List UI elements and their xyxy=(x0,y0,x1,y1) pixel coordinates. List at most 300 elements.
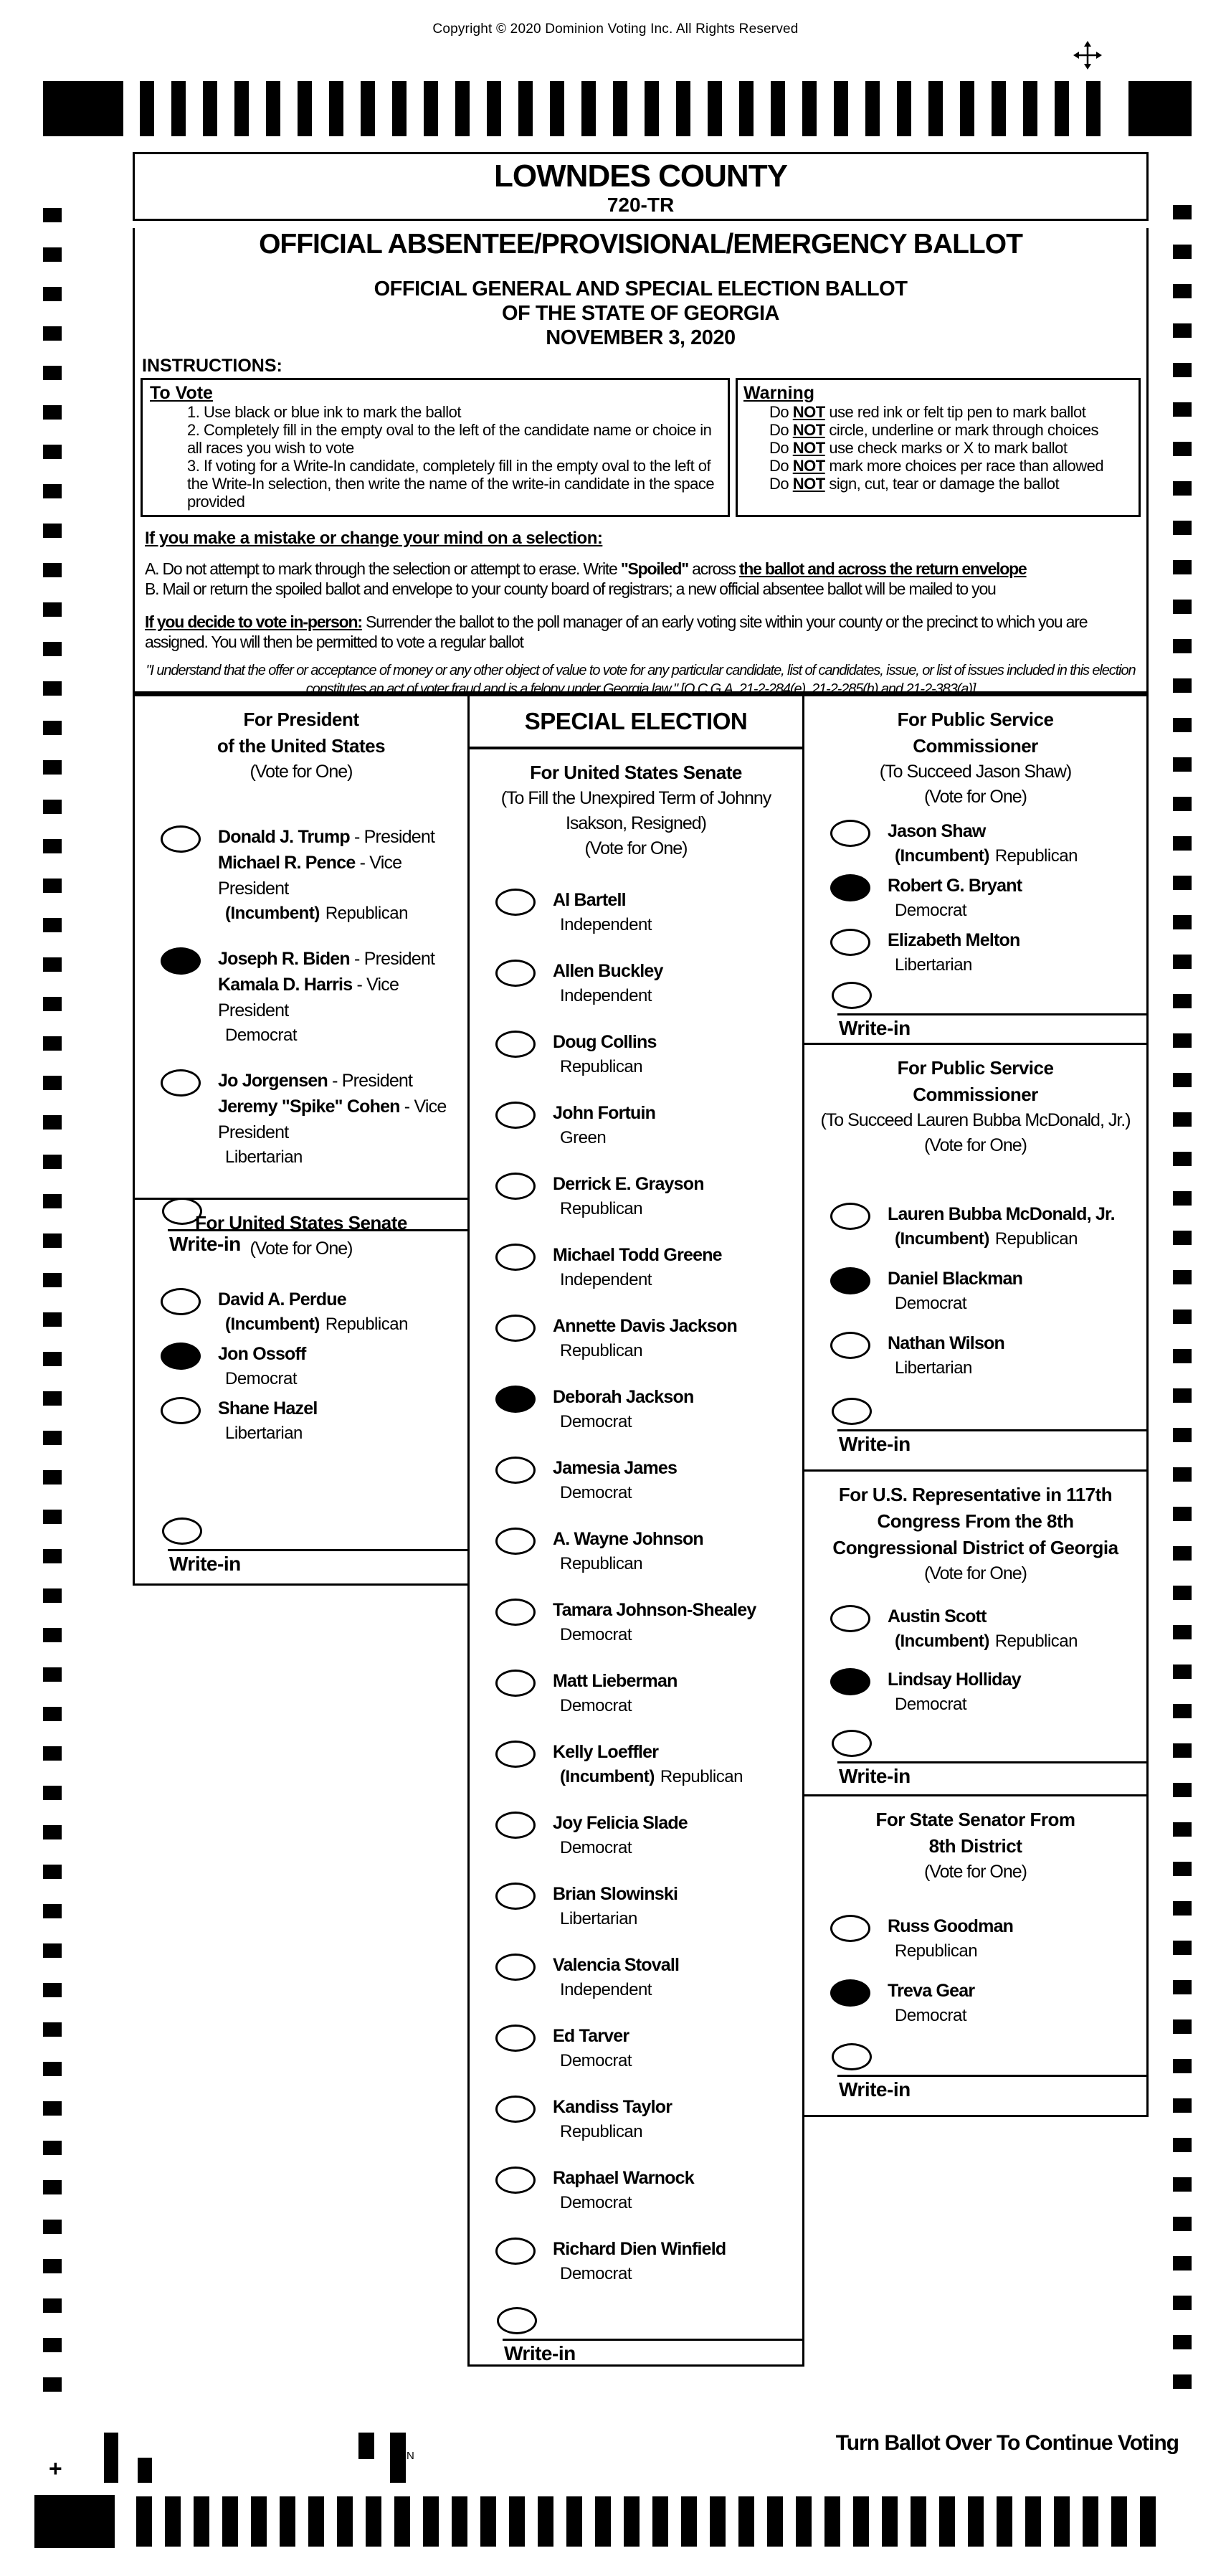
candidate-party xyxy=(553,1623,756,1647)
selection-oval[interactable] xyxy=(495,2025,536,2052)
candidate-row xyxy=(804,1201,1146,1251)
candidate-name-lines xyxy=(888,1667,1021,1692)
candidate-name: Donald J. Trump xyxy=(218,827,350,847)
candidate-party xyxy=(888,1292,1022,1316)
candidate-party xyxy=(888,953,1020,977)
candidate-name: Robert G. Bryant xyxy=(888,876,1022,896)
warning-item: Do NOT mark more choices per race than allowed xyxy=(769,457,1104,475)
party-name: Republican xyxy=(895,1941,978,1961)
candidate-name-lines xyxy=(888,1201,1115,1227)
candidate-party xyxy=(553,1552,703,1576)
candidate-name-line xyxy=(553,1810,688,1836)
candidate-name-line xyxy=(553,2023,632,2049)
middle-contests xyxy=(467,747,804,2367)
candidate-name: Jamesia James xyxy=(553,1458,678,1478)
candidate-name: Allen Buckley xyxy=(553,961,663,981)
candidate-text xyxy=(553,1242,722,1292)
party-name: Republican xyxy=(994,846,1078,866)
write-in-row xyxy=(804,1398,1146,1457)
contest-notes xyxy=(470,786,802,861)
candidate-list xyxy=(804,1913,1146,2028)
party-name: Republican xyxy=(560,2122,643,2141)
candidate-name-line xyxy=(553,1597,756,1623)
candidate-name-line xyxy=(888,1266,1022,1292)
candidate-name-lines xyxy=(553,887,652,913)
selection-oval[interactable] xyxy=(495,1031,536,1058)
candidate-name: Richard Dien Winfield xyxy=(553,2239,726,2259)
candidate-row xyxy=(135,1287,467,1337)
candidate-name-lines xyxy=(553,1455,677,1481)
selection-oval[interactable] xyxy=(830,929,870,956)
candidate-party xyxy=(553,1907,678,1931)
contest-note-line: Isakson, Resigned) xyxy=(565,813,706,833)
candidate-text xyxy=(553,1455,677,1505)
write-in-label: Write-in xyxy=(839,1017,911,1039)
candidate-name-line xyxy=(553,1526,703,1552)
selection-oval[interactable] xyxy=(495,1883,536,1910)
contest-title-line: For United States Senate xyxy=(530,762,742,783)
candidate-name-line xyxy=(553,2236,726,2262)
voter-fraud-notice: "I understand that the offer or acceptance of money or any other object of value to vote for any particular candidate, list of candidates, issue, or list of issues included in this election constitutes an act of voter fraud and is a felony under Georgia law." [O.C.G.A. 21-2-284(e), 21-2-285(h) and 21-2-383(a)] xyxy=(146,663,1136,697)
candidate-party xyxy=(553,2191,694,2215)
candidate-party xyxy=(553,2120,672,2144)
contest-note-line: (Vote for One) xyxy=(249,1239,353,1259)
timing-block-left xyxy=(43,81,123,136)
mistake-heading: If you make a mistake or change your mind on a selection: xyxy=(145,529,603,548)
candidate-name-lines xyxy=(553,1526,703,1552)
candidate-list xyxy=(804,818,1146,977)
selection-oval[interactable] xyxy=(495,2096,536,2123)
candidate-row xyxy=(470,1384,802,1434)
party-name: Democrat xyxy=(560,1625,632,1644)
contest-title xyxy=(804,1806,1146,1860)
write-in-row xyxy=(804,982,1146,1041)
mistake-item-a: A. Do not attempt to mark through the selection or attempt to erase. Write "Spoiled" across the ballot and across the return envelope xyxy=(145,559,1027,578)
candidate-row xyxy=(470,1952,802,2002)
selection-oval[interactable] xyxy=(495,1244,536,1271)
candidate-name-lines xyxy=(553,1739,743,1765)
candidate-name-line xyxy=(888,927,1020,953)
candidate-name-line xyxy=(553,2165,694,2191)
title-and-instructions xyxy=(133,228,1149,697)
candidate-text xyxy=(218,946,467,1048)
candidate-name-lines xyxy=(553,1100,655,1126)
candidate-text xyxy=(553,1029,657,1079)
candidate-office-suffix: - President xyxy=(327,1071,413,1091)
candidate-name-line xyxy=(888,1604,1078,1629)
party-name: Democrat xyxy=(560,2193,632,2212)
candidate-name: Derrick E. Grayson xyxy=(553,1174,704,1194)
warning-item: Do NOT circle, underline or mark through choices xyxy=(769,421,1098,439)
contest-title xyxy=(804,1482,1146,1561)
timing-block-right xyxy=(1128,81,1192,136)
candidate-list xyxy=(135,824,467,1170)
candidate-party xyxy=(553,1481,677,1505)
selection-oval[interactable] xyxy=(830,1332,870,1359)
party-name: Republican xyxy=(560,1057,643,1076)
candidate-name-line xyxy=(553,887,652,913)
mistake-item-b: B. Mail or return the spoiled ballot and envelope to your county board of registrars; a new official absentee ballot will be mailed to you xyxy=(145,579,996,598)
candidate-list xyxy=(470,887,802,2286)
candidate-text xyxy=(218,1287,408,1337)
candidate-name-lines xyxy=(888,1330,1004,1356)
candidate-name: Daniel Blackman xyxy=(888,1269,1023,1289)
candidate-name-lines xyxy=(553,1810,688,1836)
candidate-name: Michael R. Pence xyxy=(218,853,356,873)
selection-oval[interactable] xyxy=(830,1203,870,1230)
registration-bar-2 xyxy=(138,2458,152,2483)
candidate-text xyxy=(553,1881,678,1931)
contest-title-line: For State Senator From xyxy=(875,1809,1075,1830)
selection-oval[interactable] xyxy=(495,1386,536,1413)
candidate-name-line xyxy=(888,818,1078,844)
candidate-party xyxy=(553,1694,678,1718)
candidate-row xyxy=(470,1171,802,1221)
contest-note-line: (Vote for One) xyxy=(584,838,688,858)
contest-title xyxy=(135,706,467,759)
left-contests xyxy=(133,694,470,1586)
selection-oval[interactable] xyxy=(495,1102,536,1129)
incumbent-tag: (Incumbent) xyxy=(560,1767,655,1786)
candidate-text xyxy=(888,1604,1078,1654)
write-in-label: Write-in xyxy=(169,1553,241,1575)
candidate-party xyxy=(888,1227,1115,1251)
party-name: Libertarian xyxy=(895,1358,972,1378)
candidate-row xyxy=(804,818,1146,868)
candidate-party xyxy=(553,2262,726,2286)
party-name: Democrat xyxy=(560,1838,632,1857)
candidate-text xyxy=(553,1171,704,1221)
right-contests xyxy=(802,694,1149,2117)
write-in-oval[interactable] xyxy=(832,1398,872,1425)
candidate-name-line xyxy=(553,1242,722,1268)
candidate-name: Jeremy "Spike" Cohen xyxy=(218,1097,400,1117)
party-name: Democrat xyxy=(560,1412,632,1431)
selection-oval[interactable] xyxy=(495,1812,536,1839)
candidate-row xyxy=(135,824,467,926)
party-name: Libertarian xyxy=(225,1147,303,1167)
turn-ballot-over-notice: Turn Ballot Over To Continue Voting xyxy=(835,2431,1179,2455)
candidate-name-line xyxy=(553,1100,655,1126)
selection-oval[interactable] xyxy=(830,874,870,901)
candidate-text xyxy=(553,1739,743,1789)
warning-item: Do NOT sign, cut, tear or damage the ballot xyxy=(769,475,1060,493)
column-right xyxy=(802,694,1149,2117)
contest xyxy=(802,1469,1149,1796)
contest-note-line: (Vote for One) xyxy=(923,1563,1027,1583)
candidate-party xyxy=(218,1421,317,1446)
candidate-name: Tamara Johnson-Shealey xyxy=(553,1600,756,1620)
contest-notes xyxy=(804,1561,1146,1586)
candidate-name: Elizabeth Melton xyxy=(888,930,1020,950)
vote-in-person-note: If you decide to vote in-person: Surrender the ballot to the poll manager of an early voting site within your county or the precinct to which you are assigned. You will then be permitted to vote a regular ballot xyxy=(145,612,1088,651)
candidate-row xyxy=(470,1739,802,1789)
candidate-list xyxy=(804,1604,1146,1717)
party-name: Independent xyxy=(560,1980,652,1999)
candidate-party xyxy=(553,1978,679,2002)
candidate-name-lines xyxy=(553,1952,679,1978)
candidate-name: Joseph R. Biden xyxy=(218,949,350,969)
candidate-name: David A. Perdue xyxy=(218,1289,346,1310)
selection-oval[interactable] xyxy=(495,1954,536,1981)
contest xyxy=(802,1043,1149,1472)
candidate-party xyxy=(553,1765,743,1789)
contest-title-line: For Public Service xyxy=(897,1057,1054,1079)
warning-item: Do NOT use check marks or X to mark ballot xyxy=(769,439,1068,457)
candidate-name-lines xyxy=(553,2165,694,2191)
selection-oval[interactable] xyxy=(830,1605,870,1632)
candidate-name-line xyxy=(553,1881,678,1907)
candidate-name: Jason Shaw xyxy=(888,821,986,841)
contest-note-line: (Vote for One) xyxy=(923,787,1027,807)
candidate-party xyxy=(888,2004,974,2028)
write-in-oval[interactable] xyxy=(832,2043,872,2070)
candidate-party xyxy=(218,1023,467,1048)
candidate-row xyxy=(470,1881,802,1931)
candidate-name-lines xyxy=(553,1881,678,1907)
candidate-name-line xyxy=(218,1287,408,1312)
selection-oval[interactable] xyxy=(161,1397,201,1424)
candidate-name-line xyxy=(553,1313,737,1339)
party-name: Democrat xyxy=(560,1483,632,1502)
warning-box xyxy=(736,378,1141,517)
selection-oval[interactable] xyxy=(495,2167,536,2194)
write-in-oval[interactable] xyxy=(162,1517,202,1545)
registration-bar-3 xyxy=(358,2433,374,2459)
candidate-row xyxy=(470,2165,802,2215)
candidate-row xyxy=(470,2023,802,2073)
contest-title-line: For U.S. Representative in 117th xyxy=(838,1484,1113,1505)
selection-oval[interactable] xyxy=(830,1979,870,2007)
contest-title-line: Congressional District of Georgia xyxy=(832,1537,1118,1558)
party-name: Republican xyxy=(560,1554,643,1573)
timing-bars xyxy=(140,81,1111,136)
candidate-name-lines xyxy=(553,958,663,984)
candidate-party xyxy=(553,2049,632,2073)
candidate-party xyxy=(553,1339,737,1363)
candidate-name-lines xyxy=(888,1266,1022,1292)
selection-oval[interactable] xyxy=(161,947,201,975)
incumbent-tag: (Incumbent) xyxy=(895,1632,989,1651)
write-in-row xyxy=(804,1730,1146,1789)
candidate-name-line xyxy=(218,1094,467,1145)
selection-oval[interactable] xyxy=(495,1528,536,1555)
selection-oval[interactable] xyxy=(495,1599,536,1626)
selection-oval[interactable] xyxy=(830,820,870,847)
write-in-oval[interactable] xyxy=(832,982,872,1009)
candidate-name: Michael Todd Greene xyxy=(553,1245,722,1265)
candidate-name-lines xyxy=(553,1029,657,1055)
election-title-line: OFFICIAL GENERAL AND SPECIAL ELECTION BALLOT xyxy=(374,278,908,300)
party-name: Republican xyxy=(325,904,408,923)
candidate-name: Kamala D. Harris xyxy=(218,975,353,995)
selection-oval[interactable] xyxy=(830,1267,870,1294)
candidate-name-lines xyxy=(553,1171,704,1197)
to-vote-title: To Vote xyxy=(150,383,213,403)
candidate-row xyxy=(804,1667,1146,1717)
candidate-name: Valencia Stovall xyxy=(553,1955,680,1975)
contest-note-line: (To Succeed Jason Shaw) xyxy=(879,762,1072,782)
candidate-name: Brian Slowinski xyxy=(553,1884,678,1904)
selection-oval[interactable] xyxy=(161,1288,201,1315)
write-in-oval[interactable] xyxy=(832,1730,872,1757)
candidate-office-suffix: - Vice President xyxy=(218,1097,447,1142)
candidate-name-line xyxy=(218,1396,317,1421)
party-name: Republican xyxy=(325,1315,408,1334)
ballot-content xyxy=(133,152,1149,2376)
registration-bar-1 xyxy=(104,2433,118,2483)
candidate-party xyxy=(553,1197,704,1221)
candidate-name-line xyxy=(553,1029,657,1055)
candidate-text xyxy=(888,1201,1115,1251)
candidate-party xyxy=(553,1268,722,1292)
candidate-name: Matt Lieberman xyxy=(553,1671,678,1691)
selection-oval[interactable] xyxy=(495,889,536,916)
candidate-party xyxy=(553,913,652,937)
party-name: Libertarian xyxy=(560,1909,637,1928)
party-name: Independent xyxy=(560,1270,652,1289)
candidate-party xyxy=(553,1836,688,1860)
timing-bars xyxy=(136,2496,1161,2547)
selection-oval[interactable] xyxy=(161,825,201,853)
candidate-name-lines xyxy=(218,1068,467,1145)
candidate-name: Annette Davis Jackson xyxy=(553,1316,737,1336)
party-name: Democrat xyxy=(560,2051,632,2070)
contest-title xyxy=(135,1210,467,1236)
candidate-name: Ed Tarver xyxy=(553,2026,629,2046)
candidate-name-line xyxy=(553,1171,704,1197)
contest-notes xyxy=(804,1860,1146,1885)
selection-oval[interactable] xyxy=(495,1173,536,1200)
incumbent-tag: (Incumbent) xyxy=(225,904,320,923)
party-name: Green xyxy=(560,1128,607,1147)
write-in-oval[interactable] xyxy=(497,2307,537,2334)
selection-oval[interactable] xyxy=(830,1915,870,1942)
candidate-name: Raphael Warnock xyxy=(553,2168,694,2188)
selection-oval[interactable] xyxy=(161,1069,201,1097)
party-name: Democrat xyxy=(895,1695,967,1714)
county-name: LOWNDES COUNTY xyxy=(494,158,787,194)
candidate-row xyxy=(470,1810,802,1860)
candidate-name-line xyxy=(218,850,467,901)
candidate-row xyxy=(470,1100,802,1150)
candidate-text xyxy=(553,1597,756,1647)
candidate-office-suffix: - President xyxy=(349,827,435,847)
candidate-name-line xyxy=(553,1384,693,1410)
candidate-text xyxy=(553,2165,694,2215)
candidate-name-line xyxy=(888,1913,1013,1939)
candidate-text xyxy=(888,1978,974,2028)
candidate-party xyxy=(553,1126,655,1150)
candidate-party xyxy=(888,1692,1021,1717)
party-name: Democrat xyxy=(895,901,967,920)
registration-bar-4 xyxy=(390,2433,406,2483)
candidate-text xyxy=(218,824,467,926)
candidate-text xyxy=(888,1266,1022,1316)
candidate-text xyxy=(553,958,663,1008)
special-election-banner: SPECIAL ELECTION xyxy=(467,694,804,749)
selection-oval[interactable] xyxy=(495,2238,536,2265)
candidate-party xyxy=(218,1312,408,1337)
write-in-row xyxy=(804,2043,1146,2103)
selection-oval[interactable] xyxy=(161,1343,201,1370)
candidate-row xyxy=(470,2236,802,2286)
candidate-name-lines xyxy=(553,1242,722,1268)
contest-title-line: of the United States xyxy=(217,735,386,757)
instruction-boxes xyxy=(141,378,1141,517)
candidate-name-line xyxy=(218,1068,467,1094)
selection-oval[interactable] xyxy=(495,1457,536,1484)
candidate-name: Nathan Wilson xyxy=(888,1333,1004,1353)
election-title xyxy=(135,277,1146,350)
registration-plus-mark: + xyxy=(49,2456,62,2481)
party-name: Libertarian xyxy=(895,955,972,975)
party-name: Democrat xyxy=(560,2264,632,2283)
column-middle xyxy=(467,694,804,2367)
party-name: Republican xyxy=(994,1632,1078,1651)
corner-n-mark: N xyxy=(407,2450,414,2462)
selection-oval[interactable] xyxy=(830,1668,870,1695)
candidate-text xyxy=(553,1384,693,1434)
candidate-row xyxy=(804,1978,1146,2028)
ballot-style-code: 720-TR xyxy=(607,194,675,216)
candidate-text xyxy=(218,1068,467,1170)
candidate-text xyxy=(553,1100,655,1150)
candidate-list xyxy=(804,1201,1146,1381)
warning-item: Do NOT use red ink or felt tip pen to mark ballot xyxy=(769,403,1086,421)
warning-title: Warning xyxy=(743,383,815,403)
candidate-party xyxy=(888,844,1078,868)
contest-title xyxy=(470,759,802,786)
candidate-office-suffix: - Vice President xyxy=(218,975,399,1021)
party-name: Libertarian xyxy=(225,1424,303,1443)
candidate-name-lines xyxy=(888,1913,1013,1939)
candidate-name: Jo Jorgensen xyxy=(218,1071,328,1091)
candidate-name-lines xyxy=(218,1341,306,1367)
selection-oval[interactable] xyxy=(495,960,536,987)
candidate-name-line xyxy=(553,2094,672,2120)
incumbent-tag: (Incumbent) xyxy=(225,1315,320,1334)
incumbent-tag: (Incumbent) xyxy=(895,846,989,866)
selection-oval[interactable] xyxy=(495,1315,536,1342)
party-name: Republican xyxy=(660,1767,743,1786)
party-name: Independent xyxy=(560,915,652,934)
selection-oval[interactable] xyxy=(495,1670,536,1697)
party-name: Democrat xyxy=(895,1294,967,1313)
candidate-row xyxy=(804,927,1146,977)
candidate-party xyxy=(888,899,1022,923)
party-name: Democrat xyxy=(895,2006,967,2025)
contest-note-line: (Vote for One) xyxy=(923,1135,1027,1155)
write-in-label: Write-in xyxy=(504,2342,576,2364)
candidate-name-line xyxy=(553,958,663,984)
candidate-name: Russ Goodman xyxy=(888,1916,1014,1936)
candidate-name-line xyxy=(888,1978,974,2004)
candidate-party xyxy=(888,1629,1078,1654)
write-in-label: Write-in xyxy=(839,1765,911,1787)
party-name: Independent xyxy=(560,986,652,1005)
candidate-party xyxy=(218,1145,467,1170)
contest-notes xyxy=(135,1236,467,1261)
party-name: Republican xyxy=(560,1199,643,1218)
candidate-name: Treva Gear xyxy=(888,1981,975,2001)
candidate-name: Austin Scott xyxy=(888,1606,987,1626)
candidate-name: Al Bartell xyxy=(553,890,626,910)
candidate-name-lines xyxy=(218,1287,408,1312)
selection-oval[interactable] xyxy=(495,1741,536,1768)
contest-title-line: For President xyxy=(243,709,359,730)
to-vote-item: 2. Completely fill in the empty oval to the left of the candidate name or choice in all races you wish to vote xyxy=(187,421,712,457)
